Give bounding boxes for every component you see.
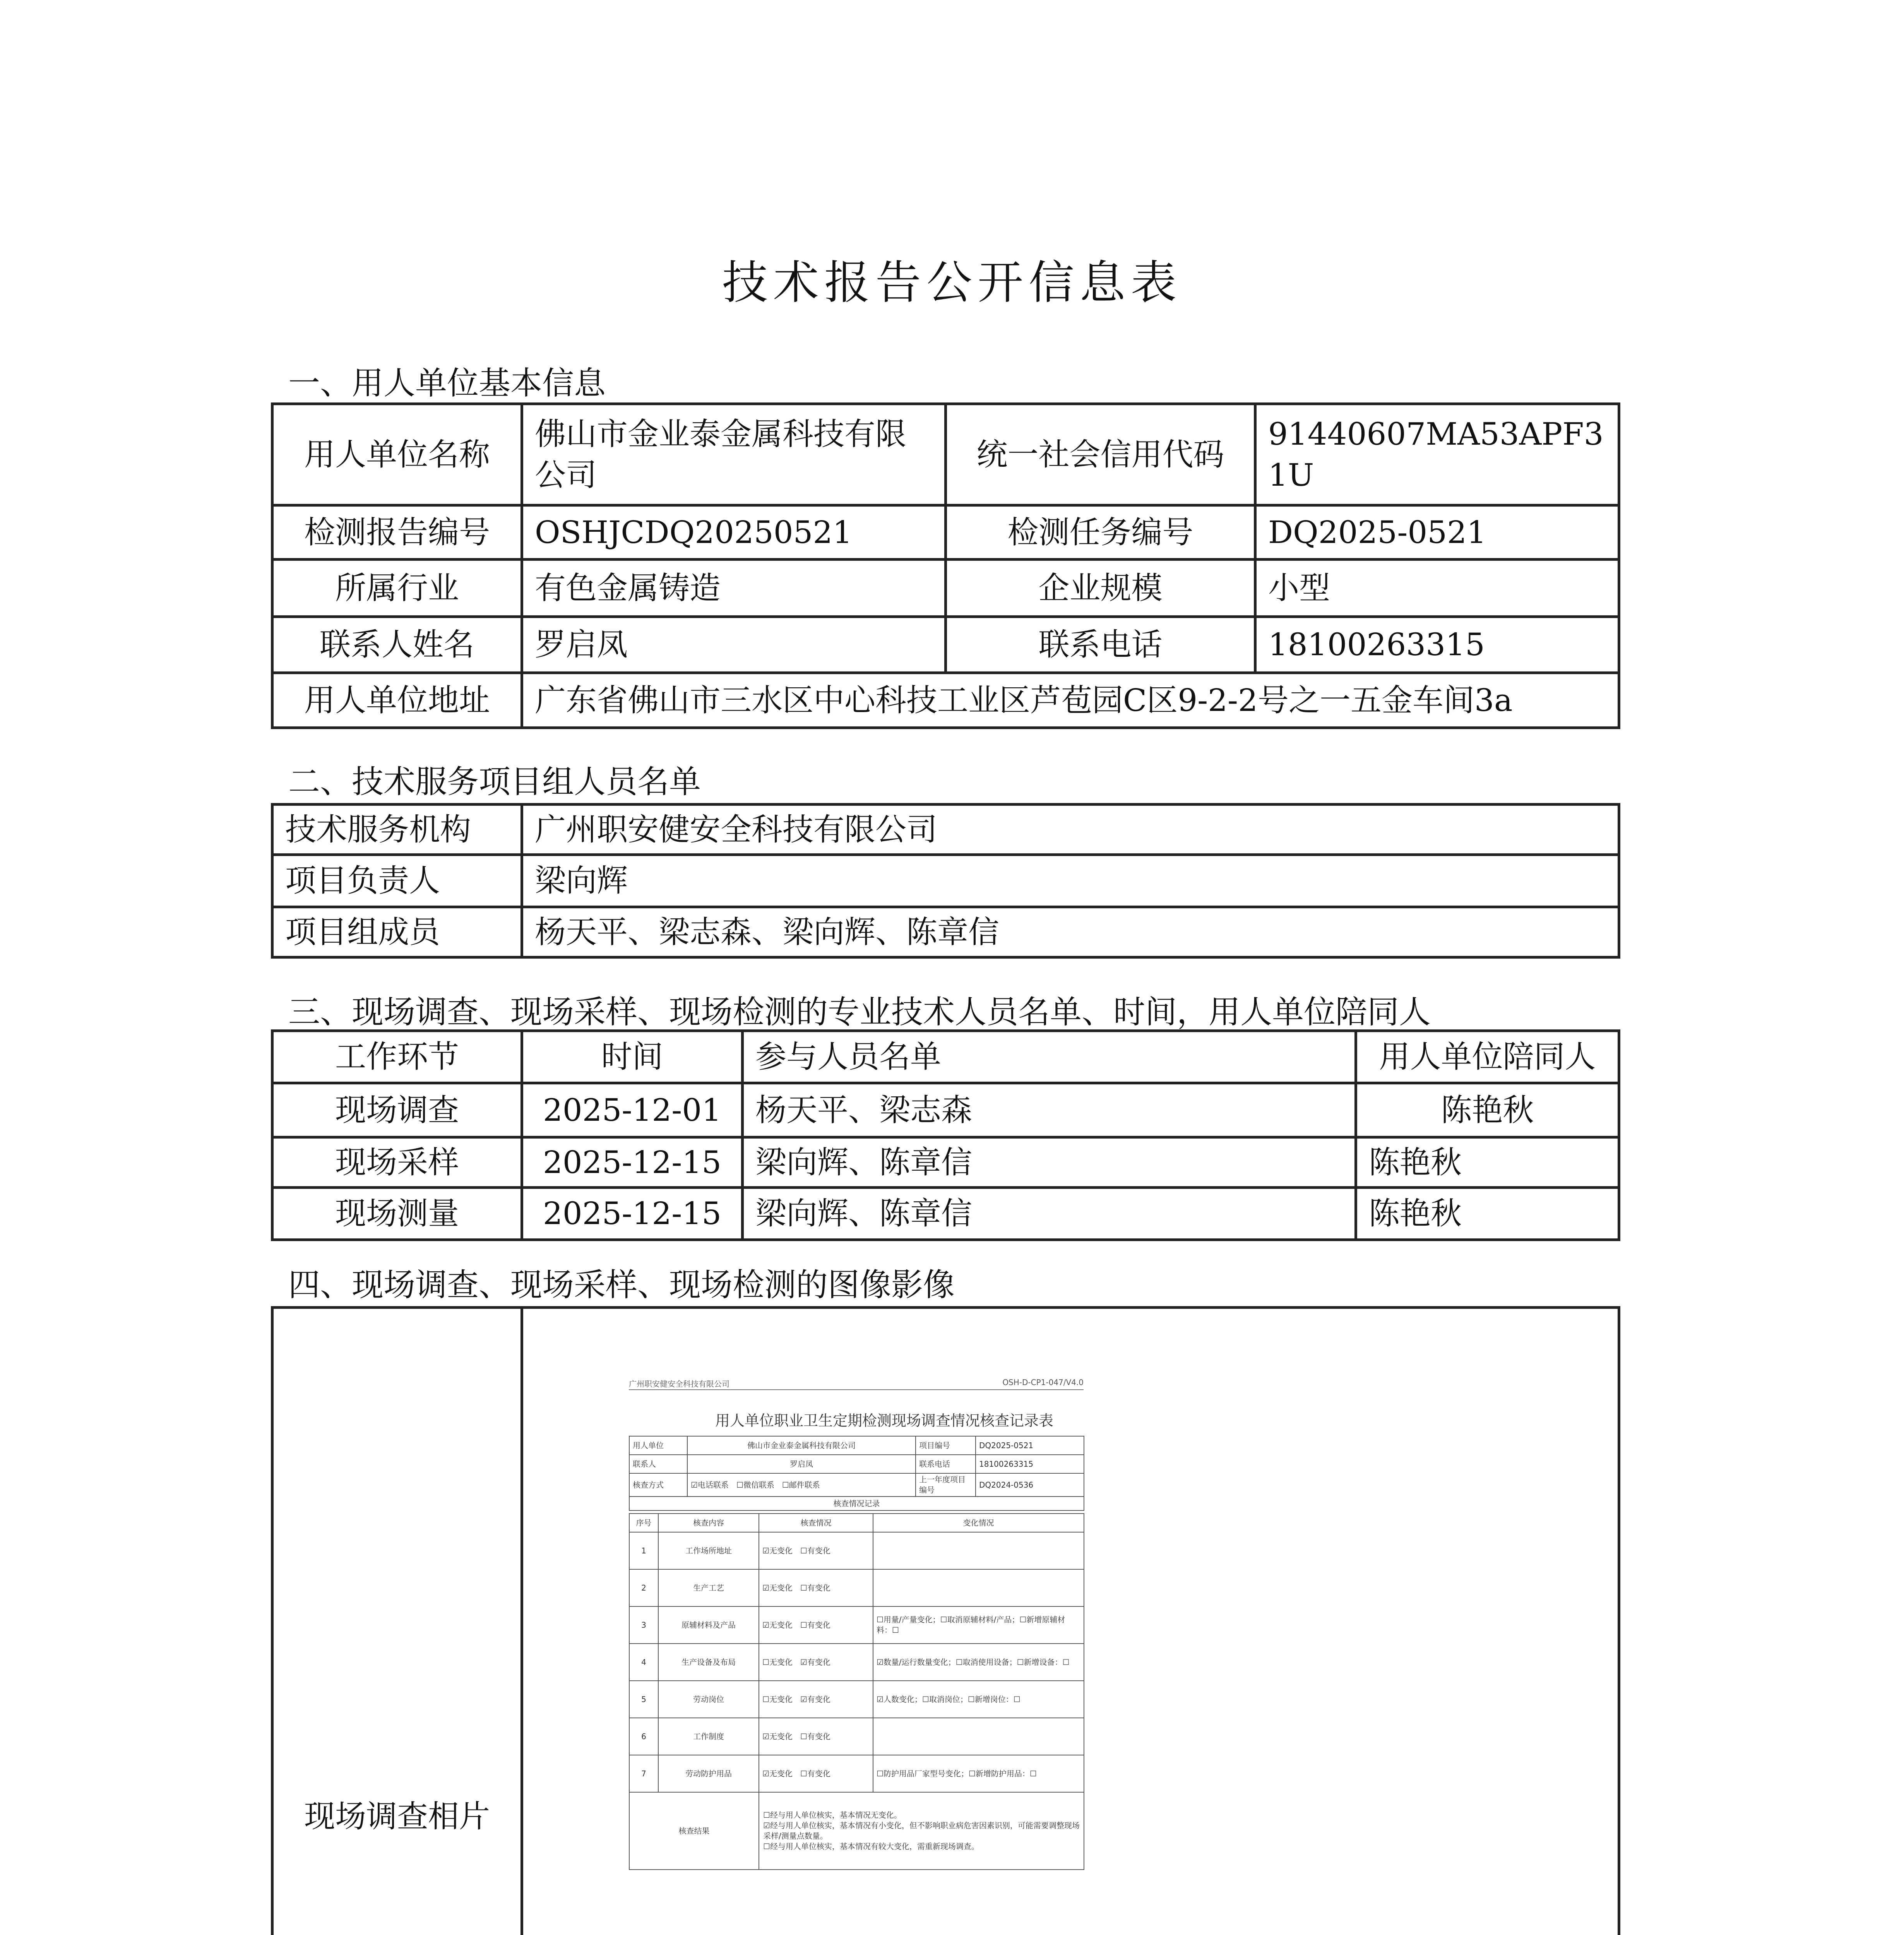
- scan-cell: [873, 1569, 1084, 1606]
- label-project-lead: 项目负责人: [272, 855, 522, 907]
- scan-cell: ☑数量/运行数量变化；☐取消使用设备；☐新增设备：☐: [873, 1644, 1084, 1681]
- label-phone: 联系电话: [946, 617, 1255, 673]
- scanned-survey-form: [602, 1370, 1167, 1935]
- scan-value: 18100263315: [976, 1455, 1084, 1473]
- scan-cell: ☐防护用品厂家型号变化；☐新增防护用品：☐: [873, 1755, 1084, 1792]
- scan-col-header: 核查情况: [759, 1514, 873, 1532]
- scan-cell: 工作制度: [658, 1718, 759, 1755]
- time-cell: 2025-12-15: [522, 1137, 743, 1188]
- label-team-members: 项目组成员: [272, 907, 522, 957]
- value-address: 广东省佛山市三水区中心科技工业区芦苞园C区9-2-2号之一五金车间3a: [522, 673, 1619, 728]
- col-header-escort: 用人单位陪同人: [1356, 1031, 1619, 1083]
- scan-cell: ☑无变化 ☐有变化: [759, 1532, 873, 1569]
- section4-heading: 四、现场调查、现场采样、现场检测的图像影像: [288, 1267, 955, 1303]
- section2-heading: 二、技术服务项目组人员名单: [288, 764, 701, 800]
- scan-cell: 7: [629, 1755, 658, 1792]
- value-credit-code: 91440607MA53APF31U: [1255, 404, 1619, 505]
- basic-info-table: [271, 402, 1620, 729]
- scan-header-right: OSH-D-CP1-047/V4.0: [1002, 1378, 1084, 1387]
- scan-label: 上一年度项目编号: [916, 1473, 976, 1497]
- scan-result-label: 核查结果: [629, 1792, 759, 1870]
- scan-cell: 3: [629, 1606, 658, 1644]
- scan-cell: 5: [629, 1681, 658, 1718]
- value-company-name: 佛山市金业泰金属科技有限公司: [522, 404, 946, 505]
- scan-cell: 原辅材料及产品: [658, 1606, 759, 1644]
- stage-cell: 现场调查: [272, 1083, 522, 1137]
- scan-cell: ☑无变化 ☐有变化: [759, 1569, 873, 1606]
- label-company-name: 用人单位名称: [272, 404, 522, 505]
- scan-cell: 生产工艺: [658, 1569, 759, 1606]
- section3-heading: 三、现场调查、现场采样、现场检测的专业技术人员名单、时间，用人单位陪同人: [288, 994, 1431, 1031]
- label-contact: 联系人姓名: [272, 617, 522, 673]
- stage-cell: 现场采样: [272, 1137, 522, 1188]
- label-report-no: 检测报告编号: [272, 505, 522, 560]
- scan-header-left: 广州职安健安全科技有限公司: [629, 1379, 729, 1389]
- scan-cell: 生产设备及布局: [658, 1644, 759, 1681]
- scan-cell: ☑无变化 ☐有变化: [759, 1755, 873, 1792]
- scan-result-text: [759, 1792, 1084, 1870]
- scan-row: [629, 1681, 1084, 1718]
- scan-row: [629, 1606, 1084, 1644]
- scan-header-rule: [629, 1389, 1084, 1390]
- scan-result-line: ☑经与用人单位核实，基本情况有小变化，但不影响职业病危害因素识别，可能需要调整现场采样/测量点数量。: [763, 1821, 1080, 1841]
- scan-cell: ☑无变化 ☐有变化: [759, 1606, 873, 1644]
- scan-cell: 1: [629, 1532, 658, 1569]
- scan-row: [629, 1755, 1084, 1792]
- scan-form-title: 用人单位职业卫生定期检测现场调查情况核查记录表: [715, 1412, 1053, 1429]
- value-scale: 小型: [1255, 560, 1619, 617]
- label-service-org: 技术服务机构: [272, 805, 522, 855]
- scan-cell: ☑人数变化；☐取消岗位；☐新增岗位：☐: [873, 1681, 1084, 1718]
- scan-col-header: 变化情况: [873, 1514, 1084, 1532]
- col-header-stage: 工作环节: [272, 1031, 522, 1083]
- scan-cell: [873, 1718, 1084, 1755]
- scan-cell: 劳动岗位: [658, 1681, 759, 1718]
- time-cell: 2025-12-01: [522, 1083, 743, 1137]
- table-row: [272, 1188, 1619, 1240]
- scan-row: [629, 1569, 1084, 1606]
- escort-cell: 陈艳秋: [1356, 1137, 1619, 1188]
- value-team-members: 杨天平、梁志森、梁向辉、陈章信: [522, 907, 1619, 957]
- table-row: [272, 1137, 1619, 1188]
- table-row: [272, 1083, 1619, 1137]
- scan-result-line: ☐经与用人单位核实，基本情况无变化。: [763, 1810, 902, 1820]
- scan-cell: ☐无变化 ☑有变化: [759, 1681, 873, 1718]
- label-industry: 所属行业: [272, 560, 522, 617]
- scan-label: 联系电话: [916, 1455, 976, 1473]
- scan-col-header: 核查内容: [658, 1514, 759, 1532]
- value-project-lead: 梁向辉: [522, 855, 1619, 907]
- label-credit-code: 统一社会信用代码: [946, 404, 1255, 505]
- scan-result-line: ☐经与用人单位核实，基本情况有较大变化，需重新现场调查。: [763, 1842, 979, 1851]
- label-photo: 现场调查相片: [272, 1308, 522, 1935]
- value-phone: 18100263315: [1255, 617, 1619, 673]
- value-industry: 有色金属铸造: [522, 560, 946, 617]
- scan-label: 用人单位: [629, 1436, 687, 1455]
- escort-cell: 陈艳秋: [1356, 1188, 1619, 1240]
- label-task-no: 检测任务编号: [946, 505, 1255, 560]
- scan-label: 联系人: [629, 1455, 687, 1473]
- scan-cell: ☐无变化 ☑有变化: [759, 1644, 873, 1681]
- scan-info-table: [629, 1436, 1084, 1511]
- scan-value: 罗启凤: [687, 1455, 916, 1473]
- stage-cell: 现场测量: [272, 1188, 522, 1240]
- scan-record-title: 核查情况记录: [629, 1497, 1084, 1510]
- scan-col-header: 序号: [629, 1514, 658, 1532]
- section1-heading: 一、用人单位基本信息: [288, 365, 606, 402]
- value-contact: 罗启凤: [522, 617, 946, 673]
- scan-cell: 劳动防护用品: [658, 1755, 759, 1792]
- participants-cell: 杨天平、梁志森: [743, 1083, 1356, 1137]
- scan-row: [629, 1532, 1084, 1569]
- escort-cell: 陈艳秋: [1356, 1083, 1619, 1137]
- scan-value: DQ2024-0536: [976, 1473, 1084, 1497]
- scan-label: 核查方式: [629, 1473, 687, 1497]
- participants-cell: 梁向辉、陈章信: [743, 1137, 1356, 1188]
- scan-cell: ☑无变化 ☐有变化: [759, 1718, 873, 1755]
- scan-cell: 4: [629, 1644, 658, 1681]
- value-service-org: 广州职安健安全科技有限公司: [522, 805, 1619, 855]
- scan-value: DQ2025-0521: [976, 1436, 1084, 1455]
- value-task-no: DQ2025-0521: [1255, 505, 1619, 560]
- scan-label: 项目编号: [916, 1436, 976, 1455]
- scan-cell: 工作场所地址: [658, 1532, 759, 1569]
- value-report-no: OSHJCDQ20250521: [522, 505, 946, 560]
- label-address: 用人单位地址: [272, 673, 522, 728]
- scan-cell: 6: [629, 1718, 658, 1755]
- participants-cell: 梁向辉、陈章信: [743, 1188, 1356, 1240]
- page-title: 技术报告公开信息表: [722, 256, 1182, 309]
- team-table: [271, 803, 1620, 959]
- col-header-time: 时间: [522, 1031, 743, 1083]
- scan-cell: [873, 1532, 1084, 1569]
- scan-value: 佛山市金业泰金属科技有限公司: [687, 1436, 916, 1455]
- scan-items-table: [629, 1513, 1084, 1870]
- col-header-participants: 参与人员名单: [743, 1031, 1356, 1083]
- scan-row: [629, 1644, 1084, 1681]
- label-scale: 企业规模: [946, 560, 1255, 617]
- scan-cell: 2: [629, 1569, 658, 1606]
- fieldwork-table: [271, 1029, 1620, 1241]
- scan-value: ☑电话联系 ☐微信联系 ☐邮件联系: [687, 1473, 916, 1497]
- scan-row: [629, 1718, 1084, 1755]
- scan-cell: ☐用量/产量变化；☐取消原辅材料/产品；☐新增原辅材料：☐: [873, 1606, 1084, 1644]
- time-cell: 2025-12-15: [522, 1188, 743, 1240]
